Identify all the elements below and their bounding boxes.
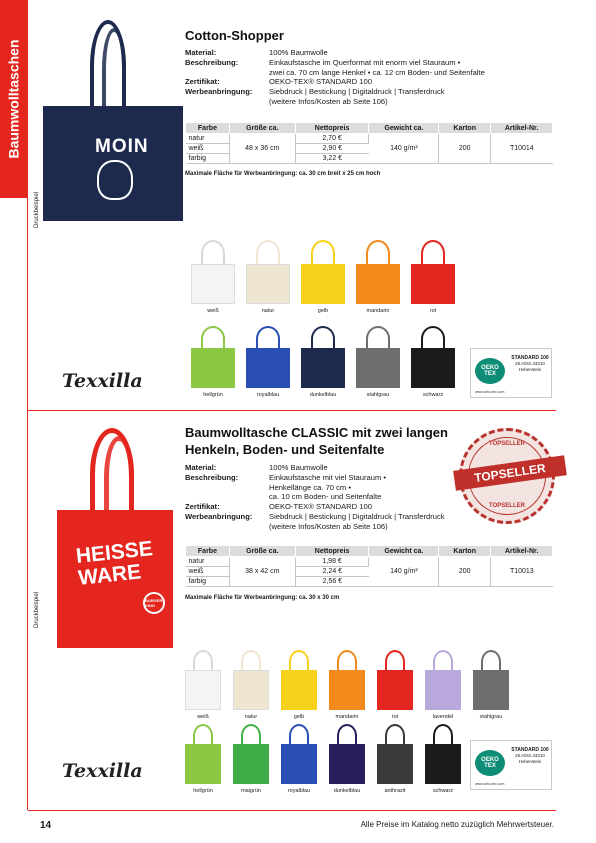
table-header-cell: Gewicht ca. [369, 546, 439, 557]
size-cell: 38 x 42 cm [229, 557, 295, 587]
bag-body [356, 348, 400, 388]
color-swatch-bag [425, 724, 461, 784]
spec-row [185, 512, 445, 532]
weight-cell: 140 g/m² [369, 557, 439, 587]
color-swatch-bag [185, 724, 221, 784]
price-cell: 1,98 € [295, 557, 369, 567]
table-header-cell: Artikel-Nr. [491, 123, 553, 134]
table-header-row [186, 123, 553, 134]
hero-bag-handle [102, 28, 126, 110]
druckbeispiel-label: Druckbeispiel [34, 191, 40, 228]
color-cell: natur [186, 134, 230, 144]
spec-row [185, 87, 485, 107]
bag-body [329, 670, 365, 710]
bag-body [473, 670, 509, 710]
spec-key: Zertifikat: [185, 502, 220, 512]
topseller-badge: TOPSELLER TOPSELLER TOPSELLER [459, 428, 555, 524]
category-label: Baumwolltaschen [6, 39, 22, 159]
price-cell: 2,70 € [295, 134, 369, 144]
bag-body [246, 264, 290, 304]
bag-body [233, 670, 269, 710]
color-swatch-bag [377, 650, 413, 710]
spec-row [185, 58, 485, 78]
swatch-label: natur [244, 714, 258, 720]
swatch-label: maigrün [241, 788, 261, 794]
spec-value: Siebdruck | Bestickung | Digitaldruck | Transferdruck (weitere Infos/Kosten ab Seite 106) [269, 87, 445, 106]
color-swatch-bag [281, 724, 317, 784]
color-swatch-bag [233, 650, 269, 710]
price-cell: 3,22 € [295, 154, 369, 164]
bag-body [301, 264, 345, 304]
bag-body [425, 744, 461, 784]
color-cell: natur [186, 557, 230, 567]
cow-illustration-icon [97, 160, 133, 200]
weight-cell: 140 g/m² [369, 134, 439, 164]
carton-cell: 200 [439, 134, 491, 164]
price-cell: 2,56 € [295, 577, 369, 587]
table-header-cell: Farbe [186, 546, 230, 557]
swatch-label: rot [391, 714, 399, 720]
section-divider [28, 410, 556, 411]
price-cell: 2,24 € [295, 567, 369, 577]
color-swatch-bag [281, 650, 317, 710]
spec-key: Beschreibung: [185, 57, 239, 67]
color-swatch-bag [411, 240, 455, 304]
spec-key: Werbeanbringung: [185, 511, 253, 521]
swatch-label: dunkelblau [333, 788, 361, 794]
burger-king-logo-icon: BURGER KING [143, 592, 165, 614]
hero-bag-handle [104, 436, 134, 518]
swatch-label: mandarin [366, 308, 390, 314]
carton-cell: 200 [439, 557, 491, 587]
swatch-label: rot [429, 308, 437, 314]
color-swatch-bag [329, 650, 365, 710]
swatch-label: stahlgrau [479, 714, 503, 720]
bag-body [281, 744, 317, 784]
bag-body [411, 264, 455, 304]
swatch-label: royalblau [256, 392, 280, 398]
spec-key: Zertifikat: [185, 77, 220, 87]
color-swatch-bag [233, 724, 269, 784]
hero-bag-cotton-shopper [43, 106, 183, 221]
color-swatch-bag [185, 650, 221, 710]
footer-rule [28, 810, 556, 811]
table-header-row [186, 546, 553, 557]
print-moin: MOIN [95, 136, 149, 157]
color-swatch-bag [329, 724, 365, 784]
bag-body [281, 670, 317, 710]
color-swatch-bag [411, 326, 455, 388]
table-header-cell: Größe ca. [229, 546, 295, 557]
price-table [185, 545, 553, 587]
color-cell: weiß [186, 144, 230, 154]
swatch-label: dunkelblau [309, 392, 337, 398]
print-area-note: Maximale Fläche für Werbeanbringung: ca. 30 cm breit x 25 cm hoch [185, 171, 381, 177]
spec-key: Material: [185, 48, 217, 57]
oeko-tex-certificate: OEKO TEX STANDARD 100 25.HOS.43310 Hohenstein www.oeko-tex.com [470, 348, 552, 398]
bag-body [329, 744, 365, 784]
product-title: Cotton-Shopper [185, 28, 284, 43]
spec-row [185, 48, 485, 58]
spec-key: Werbeanbringung: [185, 87, 253, 97]
table-header-cell: Artikel-Nr. [491, 546, 553, 557]
swatch-label: hellgrün [203, 392, 223, 398]
spec-value: OEKO-TEX® STANDARD 100 [269, 502, 372, 512]
article-cell: T10013 [491, 557, 553, 587]
table-row [186, 557, 553, 567]
bag-body [377, 744, 413, 784]
spec-key: Beschreibung: [185, 472, 239, 482]
margin-rule [27, 198, 28, 810]
spec-value: Siebdruck | Bestickung | Digitaldruck | Transferdruck (weitere Infos/Kosten ab Seite 106) [269, 511, 445, 531]
swatch-label: mandarin [335, 714, 359, 720]
bag-body [185, 670, 221, 710]
swatch-label: weiß [207, 308, 219, 314]
table-header-cell: Farbe [186, 123, 230, 134]
spec-value: OEKO-TEX® STANDARD 100 [269, 77, 372, 87]
bag-body [233, 744, 269, 784]
bag-body [185, 744, 221, 784]
swatch-label: schwarz [422, 392, 444, 398]
bag-body [377, 670, 413, 710]
spec-row [185, 473, 445, 502]
spec-key: Material: [185, 463, 217, 472]
bag-body [301, 348, 345, 388]
price-table [185, 122, 553, 164]
table-header-cell: Nettopreis [295, 546, 369, 557]
oeko-tex-logo-icon: OEKO TEX [475, 358, 505, 384]
hero-bag-classic [57, 510, 173, 648]
color-swatch-bag [191, 240, 235, 304]
swatch-label: royalblau [287, 788, 311, 794]
color-swatch-bag [301, 240, 345, 304]
spec-value: 100% Baumwolle [269, 48, 328, 57]
color-swatch-bag [301, 326, 345, 388]
oeko-tex-logo-icon: OEKO TEX [475, 750, 505, 776]
table-header-cell: Karton [439, 546, 491, 557]
spec-value: 100% Baumwolle [269, 463, 328, 472]
print-heisse-ware: HEISSE WARE [74, 537, 154, 590]
color-swatch-bag [377, 724, 413, 784]
color-swatch-bag [356, 240, 400, 304]
color-swatch-bag [425, 650, 461, 710]
product-specs [185, 48, 485, 107]
color-cell: farbig [186, 577, 230, 587]
page-number: 14 [40, 820, 52, 831]
color-cell: farbig [186, 154, 230, 164]
oeko-tex-certificate: OEKO TEX STANDARD 100 25.HOS.43310 Hohenstein www.oeko-tex.com [470, 740, 552, 790]
spec-value: Einkaufstasche im Querformat mit enorm viel Stauraum • zwei ca. 70 cm lange Henkel • ca. 12 cm Boden- und Seitenfalte [269, 57, 485, 77]
table-header-cell: Karton [439, 123, 491, 134]
bag-body [191, 264, 235, 304]
product-title: Baumwolltasche CLASSIC mit zwei langen Henkeln, Boden- und Seitenfalte [185, 425, 448, 457]
spec-row [185, 77, 485, 87]
color-swatch-bag [356, 326, 400, 388]
texxilla-logo: Texxilla [62, 370, 143, 392]
color-swatch-bag [246, 240, 290, 304]
article-cell: T10014 [491, 134, 553, 164]
swatch-label: gelb [317, 308, 329, 314]
druckbeispiel-label: Druckbeispiel [34, 591, 40, 628]
table-header-cell: Gewicht ca. [369, 123, 439, 134]
swatch-label: weiß [197, 714, 209, 720]
color-swatch-bag [191, 326, 235, 388]
color-swatch-bag [473, 650, 509, 710]
bag-body [356, 264, 400, 304]
color-swatch-bag [246, 326, 290, 388]
swatch-label: anthrazit [384, 788, 406, 794]
size-cell: 48 x 36 cm [229, 134, 295, 164]
spec-value: Einkaufstasche mit viel Stauraum • Henkellänge ca. 70 cm • ca. 10 cm Boden- und Seitenfalte [269, 472, 387, 502]
bag-body [191, 348, 235, 388]
product-specs [185, 463, 445, 532]
table-header-cell: Größe ca. [229, 123, 295, 134]
print-area-note: Maximale Fläche für Werbeanbringung: ca. 30 x 30 cm [185, 595, 340, 601]
swatch-label: schwarz [432, 788, 454, 794]
swatch-label: natur [261, 308, 275, 314]
swatch-label: lavendel [432, 714, 454, 720]
spec-row [185, 463, 445, 473]
table-header-cell: Nettopreis [295, 123, 369, 134]
price-cell: 2,90 € [295, 144, 369, 154]
texxilla-logo: Texxilla [62, 760, 143, 782]
footer-note: Alle Preise im Katalog netto zuzüglich Mehrwertsteuer. [360, 820, 554, 829]
swatch-label: stahlgrau [366, 392, 390, 398]
table-row [186, 134, 553, 144]
color-cell: weiß [186, 567, 230, 577]
spec-row [185, 502, 445, 512]
bag-body [246, 348, 290, 388]
bag-body [411, 348, 455, 388]
swatch-label: hellgrün [193, 788, 213, 794]
bag-body [425, 670, 461, 710]
swatch-label: gelb [293, 714, 305, 720]
